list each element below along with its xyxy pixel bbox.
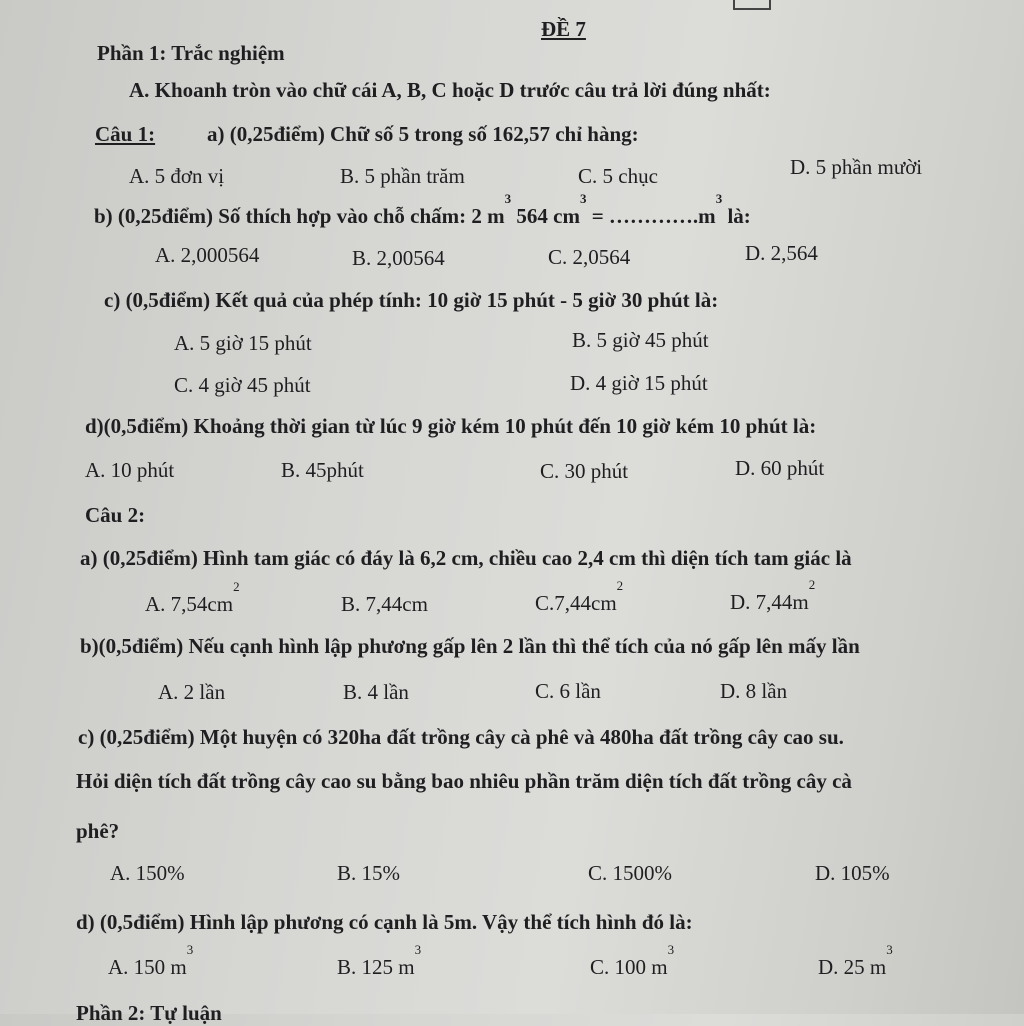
q2b-option-c[interactable]: C. 6 lần [535,679,601,703]
part1-heading: Phần 1: Trắc nghiệm [97,41,285,65]
q2c-option-a[interactable]: A. 150% [110,861,185,885]
q2a-option-a[interactable]: A. $7,54cm^2$ [145,579,240,616]
q2d-option-a[interactable]: A. 150 $m^3$ [108,942,194,979]
q1d-option-a[interactable]: A. 10 phút [85,458,175,482]
q2c-question-line1: c) (0,25điểm) Một huyện có 320ha đất trồng cây cà phê và 480ha đất trồng cây cao su. [78,725,844,749]
q2c-option-b[interactable]: B. 15% [337,861,400,885]
q2b-option-a[interactable]: A. 2 lần [158,680,226,704]
q2d-option-b[interactable]: B. 125 $m^3$ [337,942,422,979]
q2b-option-b[interactable]: B. 4 lần [343,680,409,704]
q1c-option-a[interactable]: A. 5 giờ 15 phút [174,331,312,355]
q2a-option-c[interactable]: $C.7,44cm^2$ [535,578,624,615]
q2d-option-c[interactable]: C. 100 $m^3$ [590,942,675,979]
q1b-option-c[interactable]: C. 2,0564 [548,245,631,269]
q1b-question: b) (0,25điểm) Số thích hợp vào chỗ chấm: 2 $m^3$ 564 $cm^3$ = $\dots\dots\dots\dots.m^3$ là: [94,191,751,228]
q1d-question: d)(0,5điểm) Khoảng thời gian từ lúc 9 giờ kém 10 phút đến 10 giờ kém 10 phút là: [85,414,817,438]
q2b-question: b)(0,5điểm) Nếu cạnh hình lập phương gấp lên 2 lần thì thể tích của nó gấp lên mấy lần [80,634,860,658]
q1a-question: a) (0,25điểm) Chữ số 5 trong số 162,57 chỉ hàng: [207,122,639,146]
q1d-option-b[interactable]: B. 45phút [281,458,364,482]
q1c-question: c) (0,5điểm) Kết quả của phép tính: 10 giờ 15 phút - 5 giờ 30 phút là: [104,288,719,312]
q2c-option-c[interactable]: C. 1500% [588,861,672,885]
instruction: A. Khoanh tròn vào chữ cái A, B, C hoặc D trước câu trả lời đúng nhất: [129,78,771,102]
exam-title: ĐỀ 7 [541,17,586,41]
q1d-option-d[interactable]: D. 60 phút [735,456,825,480]
q2c-question-line2: Hỏi diện tích đất trồng cây cao su bằng bao nhiêu phần trăm diện tích đất trồng cây cà [76,769,852,793]
corner-box [733,0,771,10]
q1a-option-a[interactable]: A. 5 đơn vị [129,164,225,188]
q1a-option-b[interactable]: B. 5 phần trăm [340,164,465,188]
q1-label: Câu 1: [95,122,156,146]
part2-heading: Phần 2: Tự luận [76,1001,222,1025]
q2a-option-b[interactable]: B. 7,44cm [341,592,428,616]
q1b-option-a[interactable]: A. 2,000564 [155,243,260,267]
q1b-option-d[interactable]: D. 2,564 [745,241,818,265]
q2c-option-d[interactable]: D. 105% [815,861,890,885]
q1b-option-b[interactable]: B. 2,00564 [352,246,445,270]
q1a-option-d[interactable]: D. 5 phần mười [790,155,923,179]
q2a-option-d[interactable]: D. $7,44m^2$ [730,577,816,614]
q1c-option-c[interactable]: C. 4 giờ 45 phút [174,373,311,397]
q1c-option-b[interactable]: B. 5 giờ 45 phút [572,328,709,352]
q2d-question: d) (0,5điểm) Hình lập phương có cạnh là 5m. Vậy thể tích hình đó là: [76,910,693,934]
q2d-option-d[interactable]: D. 25 $m^3$ [818,942,893,979]
q2c-question-line3: phê? [76,819,120,843]
q2b-option-d[interactable]: D. 8 lần [720,679,788,703]
q1a-option-c[interactable]: C. 5 chục [578,164,658,188]
q1d-option-c[interactable]: C. 30 phút [540,459,629,483]
q1c-option-d[interactable]: D. 4 giờ 15 phút [570,371,708,395]
q2a-question: a) (0,25điểm) Hình tam giác có đáy là 6,2 cm, chiều cao 2,4 cm thì diện tích tam giác là [80,546,852,570]
q2-label: Câu 2: [85,503,146,527]
